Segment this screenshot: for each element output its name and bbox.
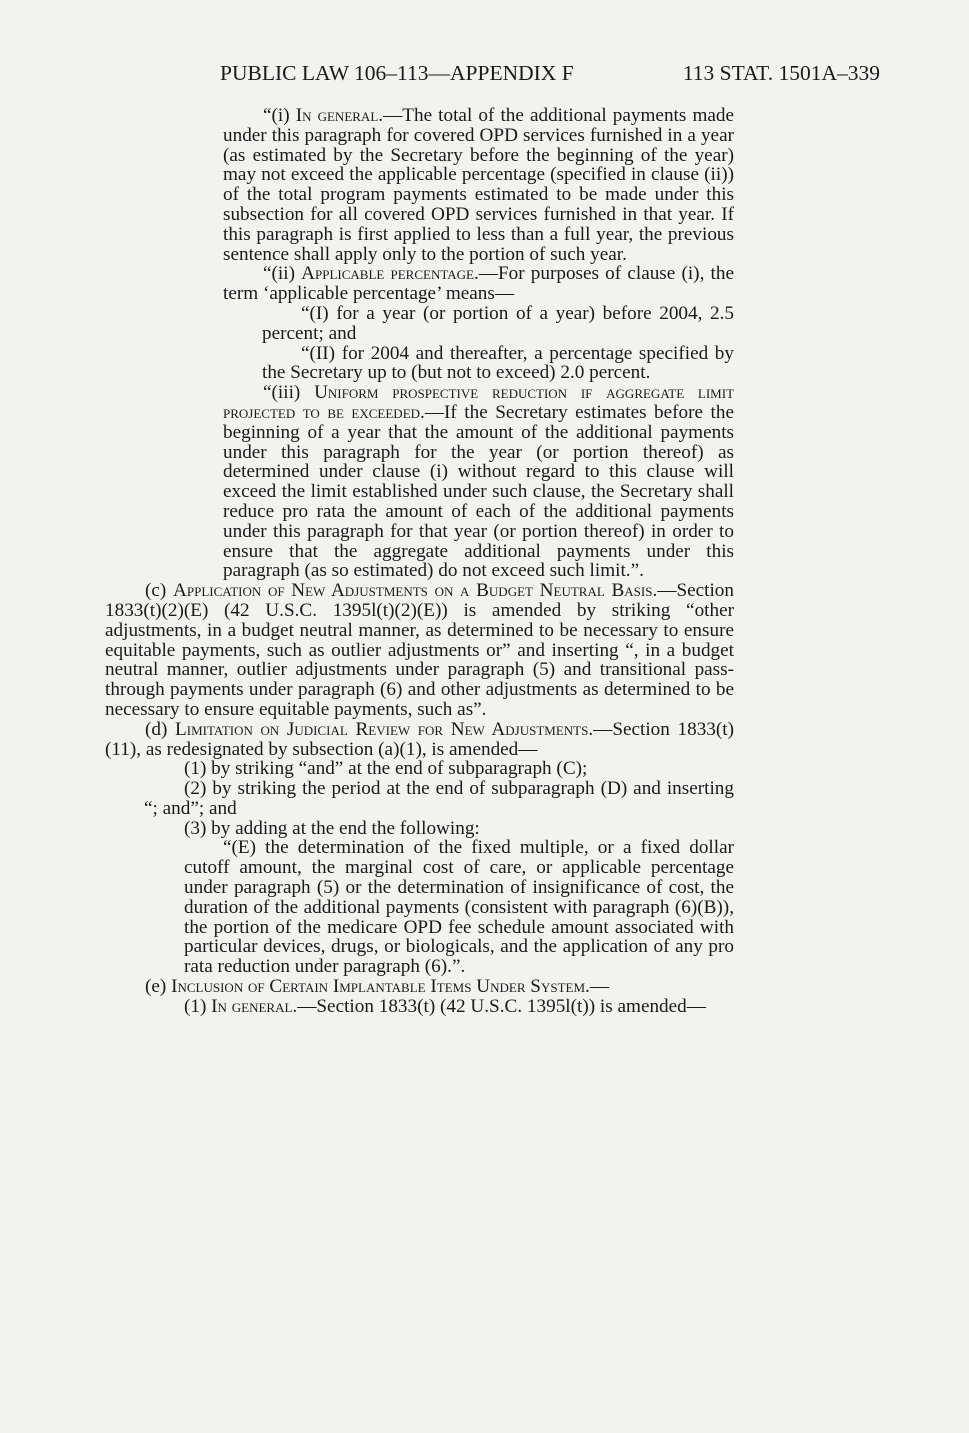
document-body bbox=[105, 106, 734, 1017]
section-lead: (d) bbox=[145, 718, 176, 740]
item-e1-paragraph bbox=[144, 997, 734, 1017]
section-heading: Inclusion of Certain Implantable Items Under System bbox=[171, 976, 586, 998]
clause-lead: “(i) bbox=[263, 105, 296, 126]
item-heading: In general bbox=[211, 995, 293, 1017]
section-text: .—Section 1833(t)(11), as redesignated by subsection (a)(1), is amended— bbox=[105, 718, 734, 760]
section-lead: (e) bbox=[145, 976, 172, 998]
section-heading: Limitation on Judicial Review for New Adjustments bbox=[175, 718, 589, 740]
clause-heading: Applicable percentage bbox=[301, 263, 474, 285]
clause-heading: Uniform prospective reduction if aggregate limit projected to be exceeded bbox=[223, 382, 735, 423]
section-heading: Application of New Adjustments on a Budget Neutral Basis bbox=[173, 580, 653, 602]
clause-lead: “(ii) bbox=[263, 263, 302, 285]
item-text: .—Section 1833(t) (42 U.S.C. 1395l(t)) is amended— bbox=[292, 995, 706, 1017]
subclause-II-paragraph: “(II) for 2004 and thereafter, a percentage specified by the Secretary up to (but not to exceed) 2.0 percent. bbox=[262, 342, 734, 384]
clause-i-paragraph bbox=[223, 106, 734, 264]
header-law-title: PUBLIC LAW 106–113—APPENDIX F bbox=[220, 61, 574, 85]
clause-text: .—For purposes of clause (i), the term ‘applicable percentage’ means— bbox=[223, 263, 734, 305]
clause-ii-paragraph bbox=[223, 264, 734, 304]
clause-text: .—If the Secretary estimates before the beginning of a year that the amount of the additional payments under this paragraph for the year (or portion thereof) as determined under clause (i) without regard to this clause will exceed the limit established under such clause, the Secretary shall reduce pro rata the amount of each of the additional payments under this paragraph for that year (or portion thereof) in order to ensure that the aggregate additional payments under this paragraph (as so estimated) do not exceed such limit.”. bbox=[223, 401, 734, 582]
quoted-subparagraph-E: “(E) the determination of the fixed multiple, or a fixed dollar cutoff amount, the marginal cost of care, or applicable percentage under paragraph (5) or the determination of insignificance of cost, the duration of the additional payments (consistent with paragraph (6)(B)), the portion of the medicare OPD fee schedule amount associated with particular devices, drugs, or biologicals, and the application of any pro rata reduction under paragraph (6).”. bbox=[184, 837, 734, 978]
clause-iii-paragraph bbox=[223, 383, 734, 581]
header-page-citation: 113 STAT. 1501A–339 bbox=[682, 61, 880, 85]
clause-text: .—The total of the additional payments made under this paragraph for covered OPD services furnished in a year (as estimated by the Secretary before the beginning of the year) may not exceed the applicable percentage (specified in clause (ii)) of the total program payments estimated to be made under this subsection for all covered OPD services furnished in that year. If this paragraph is first applied to less than a full year, the previous sentence shall apply only to the portion of such year. bbox=[223, 105, 734, 265]
item-d1-paragraph: (1) by striking “and” at the end of subparagraph (C); bbox=[184, 758, 588, 780]
clause-lead: “(iii) bbox=[263, 382, 315, 404]
clause-heading: In general bbox=[295, 105, 379, 126]
section-lead: (c) bbox=[145, 580, 173, 602]
section-e-paragraph bbox=[105, 977, 734, 997]
item-d2-paragraph: (2) by striking the period at the end of subparagraph (D) and inserting “; and”; and bbox=[144, 778, 734, 819]
section-c-paragraph bbox=[105, 581, 734, 720]
section-text: .—Section 1833(t)(2)(E) (42 U.S.C. 1395l(t)(2)(E)) is amended by striking “other adjustments, in a budget neutral manner, as determined to be necessary to ensure equitable payments, such as outlier adjustments or” and inserting “, in a budget neutral manner, outlier adjustments under paragraph (5) and transitional pass-through payments under paragraph (6) and other adjustments as determined to be necessary to ensure equitable payments, such as”. bbox=[105, 580, 734, 720]
section-d-paragraph bbox=[105, 720, 734, 760]
item-d3-paragraph: (3) by adding at the end the following: bbox=[184, 817, 480, 839]
item-lead: (1) bbox=[184, 995, 212, 1017]
section-text: .— bbox=[585, 976, 609, 998]
subclause-I-paragraph: “(I) for a year (or portion of a year) before 2004, 2.5 percent; and bbox=[262, 302, 734, 344]
